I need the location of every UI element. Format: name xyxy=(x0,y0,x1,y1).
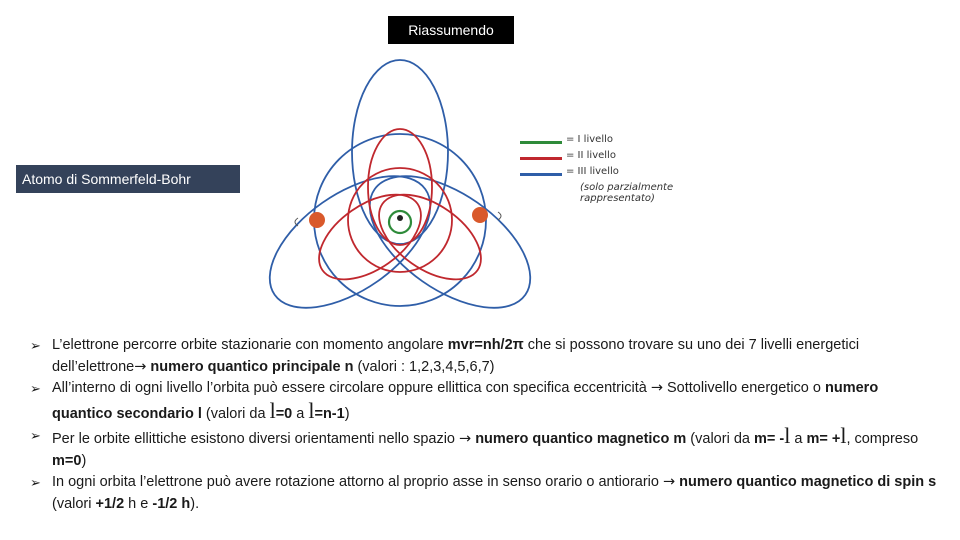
secondary-quantum-number: numero quantico secondario l xyxy=(52,380,879,422)
legend-item-3 xyxy=(520,166,680,182)
text: Per le orbite ellittiche esistono diversi orientamenti nello spazio xyxy=(52,431,460,447)
arrow-right-icon: → xyxy=(134,358,147,375)
bullet-item-1 xyxy=(30,335,940,378)
text: (valori xyxy=(52,495,96,512)
text: ). xyxy=(190,495,200,512)
arrow-right-icon: → xyxy=(650,380,663,396)
text: ) xyxy=(344,405,350,422)
legend-label-2: = II livello xyxy=(566,150,616,161)
text: Sottolivello energetico o xyxy=(662,380,825,396)
page-title: Riassumendo xyxy=(388,16,514,44)
bullet-list xyxy=(30,335,940,515)
legend-swatch-1 xyxy=(520,141,562,144)
bullet-item-3 xyxy=(30,425,940,472)
spin-quantum-number: numero quantico magnetico di spin s xyxy=(675,474,937,490)
text: In ogni orbita l’elettrone può avere rotazione attorno al proprio asse in senso orario o antiorario xyxy=(52,474,663,490)
text: (valori da xyxy=(686,431,754,447)
legend-item-1 xyxy=(520,134,680,150)
symbol-l: l xyxy=(308,397,315,423)
arrow-right-icon: → xyxy=(662,474,676,490)
text: a xyxy=(292,405,309,422)
bullet-marker-icon: ➢ xyxy=(30,338,41,353)
magnetic-quantum-number: numero quantico magnetico m xyxy=(471,431,687,447)
arrow-right-icon: → xyxy=(459,431,472,447)
value: =n-1 xyxy=(314,405,345,422)
text: All’interno di ogni livello l’orbita può essere circolare oppure ellittica con specifica eccentricità xyxy=(52,380,651,396)
value: m=0 xyxy=(52,452,82,469)
atom-label: Atomo di Sommerfeld-Bohr xyxy=(16,165,240,193)
nucleus xyxy=(397,215,403,221)
text: (valori da xyxy=(201,405,270,422)
text: h e xyxy=(124,495,153,512)
legend-swatch-2 xyxy=(520,157,562,160)
text: L’elettrone percorre orbite stazionarie con momento angolare xyxy=(52,337,448,353)
value: -1/2 h xyxy=(152,495,191,512)
legend-label-3: = III livello xyxy=(566,166,619,177)
legend-label-1: = I livello xyxy=(566,134,613,145)
value: +1/2 xyxy=(95,495,125,512)
value: =0 xyxy=(275,405,293,422)
legend xyxy=(520,134,680,204)
text: , compreso xyxy=(846,431,919,447)
text: (valori : 1,2,3,4,5,6,7) xyxy=(353,358,495,375)
bullet-marker-icon: ➢ xyxy=(30,381,41,396)
bullet-item-4 xyxy=(30,472,940,515)
orbit-blue-left xyxy=(250,150,453,320)
electron-left xyxy=(309,212,325,228)
symbol-l: l xyxy=(840,423,847,448)
text: che si possono trovare su uno dei 7 livelli energetici dell’elettrone xyxy=(52,337,860,375)
legend-note: (solo parzialmente rappresentato) xyxy=(580,182,674,204)
orbit-green-circle xyxy=(389,211,411,233)
principal-quantum-number: numero quantico principale n xyxy=(146,358,354,375)
symbol-l: l xyxy=(269,397,276,423)
legend-item-2 xyxy=(520,150,680,166)
bullet-marker-icon: ➢ xyxy=(30,475,41,490)
value: m= + xyxy=(806,431,841,447)
electron-right xyxy=(472,207,488,223)
value: m= - xyxy=(753,431,785,447)
text: a xyxy=(790,431,807,447)
angular-momentum-formula: mvr=nh/2π xyxy=(447,337,524,353)
bullet-item-2 xyxy=(30,378,940,425)
symbol-l: l xyxy=(784,423,791,448)
legend-swatch-3 xyxy=(520,173,562,176)
text: ) xyxy=(81,452,87,469)
bullet-marker-icon: ➢ xyxy=(30,428,41,443)
